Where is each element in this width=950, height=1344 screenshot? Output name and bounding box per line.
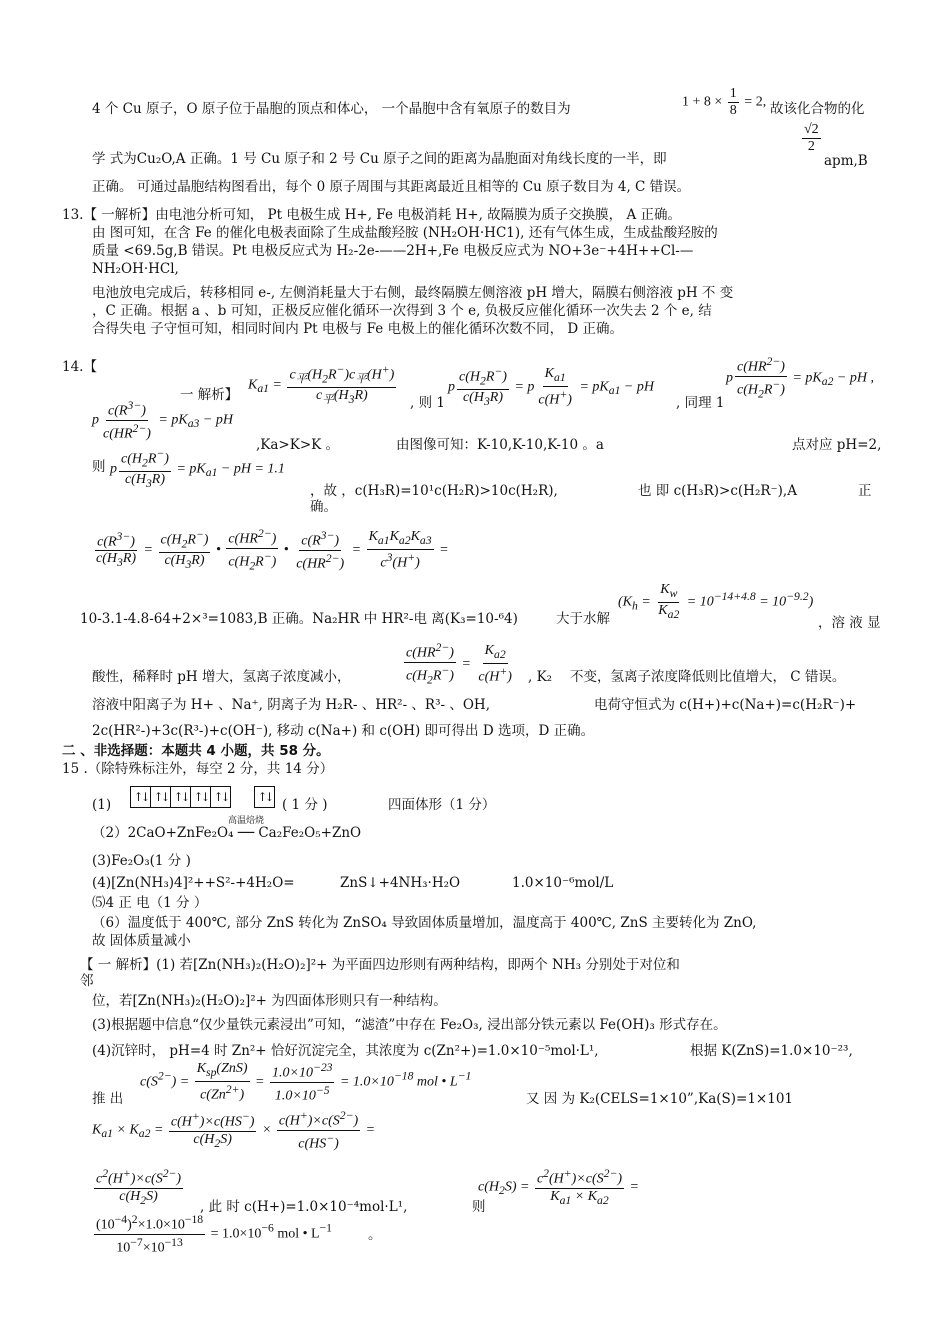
q14-so: ，故 ，c(H₃R)=10¹c(H₂R)>10c(H₂R), [310,483,558,499]
q12-sqrt2-fraction: $\frac{√2}{2}$ [804,122,819,154]
q12-line1: 4 个 Cu 原子，O 原子位于晶胞的顶点和体心， 一个晶胞中含有氧原子的数目为 [92,101,571,117]
q12-line2: 学 式为Cu₂O,A 正确。1 号 Cu 原子和 2 号 Cu 原子之间的距离为晶胞面对角线长度的一半，即 [92,151,667,167]
orbital-box: ↑↓ [130,786,150,808]
q14-ka1-definition: $K_{a1}$ = $\frac{c_平(H_2R^-)c_平(H^+)}{c_平(H_3R)}$ [248,363,395,407]
q15-combined-fraction: $\frac{c^2(H^+)\times c(S^{2-})}{c(H_2S)}$ [96,1167,182,1207]
q15-a1-label: (1) [92,797,112,813]
q14-pka3-relation: p $\frac{c(R^{3-})}{c(HR^{2-})}$ = $pK_{a3}$ − pH [92,399,233,442]
q15-a1-score: ( 1 分 ) [282,797,328,813]
q14-product-expression: $\frac{c(R^{3-})}{c(H_3R)}$ = $\frac{c(H_2R^-)}{c(H_3R)}$ • $\frac{c(HR^{2-})}{c(H_2R^-)}$ • $\frac{c(R^{3-})}{c(HR^{2-})}$ = $\frac{K_{a1}K_{a2}K_{a3}}{c^3(H^+)}$ = [96,527,449,573]
q15-final-value: $\frac{(10^{-4})^2\times 1.0\times 10^{-18}}{10^{-7}\times 10^{-13}}$ = $1.0\times 10^{-6}$ mol • $L^{-1}$ [96,1213,332,1256]
q15-solution-line1-tail: 邻 [80,973,94,989]
q15-deduce: 推 出 [92,1091,124,1107]
q15-solution-line3: (3)根据题中信息“仅少量铁元素浸出”可知，“滤渣”中存在 Fe₂O₃, 浸出部分铁元素以 Fe(OH)₃ 形式存在。 [92,1017,727,1033]
q14-charge: 电荷守恒式为 c(H+)+c(Na+)=c(H₂R⁻)+ [594,697,857,713]
q14-same: , 同理 1 [676,395,725,411]
q14-ratio-expression: $\frac{c(HR^{2-})}{c(H_2R^-)}$ = $\frac{K_{a2}}{c(H^+)}$ [406,641,512,687]
q15-ch2s-expression: $c(H_2S)$ = $\frac{c^2(H^+)\times c(S^{2-})}{K_{a1} \times K_{a2}}$ = [478,1167,639,1207]
orbital-box: ↑↓ [170,786,190,808]
q15-then: 则 [472,1199,486,1215]
q15-a4-product: ZnS↓+4NH₃·H₂O [340,875,461,891]
q15-final-period: 。 [368,1227,382,1243]
orbital-box: ↑↓ [190,786,210,808]
q15-solution-line4: (4)沉锌时， pH=4 时 Zn²+ 恰好沉淀完全，其浓度为 c(Zn²+)=1.0×10⁻⁵mol·L¹, [92,1043,599,1059]
q15-a2-condition: 高温焙烧 [228,816,265,826]
q13-line1: 13.【 一解析】由电池分析可知， Pt 电极生成 H+, Fe 电极消耗 H+, 故隔膜为质子交换膜， A 正确。 [62,207,682,223]
q14-ions: 溶液中阳离子为 H+ 、Na⁺, 阴离子为 H₂R- 、HR²- 、R³- 、OH, [92,697,490,713]
orbital-diagram-4s [254,786,275,808]
q14-point-ph: 点对应 pH=2, [792,437,882,453]
q15-a5: ⑸4 正 电（1 分 ） [92,895,208,911]
orbital-diagram-3d [130,786,231,808]
q14-solution-shows: ，溶 液 显 [818,615,881,631]
q14-right1: 正 [858,483,872,499]
q14-calc: 10-3.1-4.8-64+2×³=1083,B 正确。Na₂HR 中 HR²-电 离(K₃=10-⁶4) [80,611,518,627]
q13-line5: 电池放电完成后，转移相同 e-, 左侧消耗量大于右侧，最终隔膜左侧溶液 pH 增大，隔膜右侧溶液 pH 不 变 [92,285,734,301]
q14-from-figure: 由图像可知：K-10,K-10,K-10 。a [396,437,604,453]
q15-solution-line1: 【 一 解析】(1) 若[Zn(NH₃)₂(H₂O)₂]²+ 为平面四边形则有两种结构，即两个 NH₃ 分别处于对位和 [80,957,680,973]
q12-line1-tail: 故该化合物的化 [770,101,865,117]
q14-analysis-tag: 一 解析】 [180,387,239,403]
q15-cs2-expression: $c(S^{2-})$ = $\frac{K_{sp}(ZnS)}{c(Zn^{2+})}$ = $\frac{1.0\times 10^{-23}}{1.0\times 10^{-5}}$ = $1.0\times 10^{-18}$ mol • $L^{-1}$ [140,1060,472,1104]
q14-last: 2c(HR²-)+3c(R³-)+c(OH⁻), 移动 c(Na+) 和 c(OH) 即可得出 D 选项，D 正确。 [92,723,595,739]
q15-heading: 15 .（除特殊标注外，每空 2 分，共 14 分） [62,761,334,777]
q15-ka1ka2-expression: $K_{a1} \times K_{a2}$ = $\frac{c(H^+)\times c(HS^-)}{c(H_2S)}$ × $\frac{c(H^+)\times c(S^{2-})}{c(HS^-)}$ = [92,1109,376,1152]
q13-line4: NH₂OH·HCl, [92,261,179,277]
section2-title: 二 、非选择题：本题共 4 小题，共 58 分。 [62,743,330,759]
q12-oxygen-count-formula: 1 + 8 × $\frac{1}{8}$ = 2, [682,86,767,118]
q12-line2-tail: apm,B [824,153,868,169]
q14-acidic: 酸性，稀释时 pH 增大，氢离子浓度减小， [92,669,351,685]
q15-a3: (3)Fe₂O₃(1 分 ) [92,853,191,869]
q15-a6-tail: 故 固体质量减小 [92,933,191,949]
q13-line3: 质量 <69.5g,B 错误。Pt 电极反应式为 H₂-2e-——2H+,Fe 电极反应式为 NO+3e⁻+4H++Cl-— [92,243,694,259]
q15-a6: （6）温度低于 400℃, 部分 ZnS 转化为 ZnSO₄ 导致固体质量增加，温度高于 400℃, ZnS 主要转化为 ZnO, [92,915,757,931]
q15-a4-equation: (4)[Zn(NH₃)4]²++S²-+4H₂O= [92,875,295,891]
q13-line7: 合得失电 子守恒可知，相同时间内 Pt 电极与 Fe 电极上的催化循环次数不同， D 正确。 [92,321,623,337]
q14-greater-than-hydrolysis: 大于水解 [556,611,610,627]
q14-k2-tail: 不变，氢离子浓度降低则比值增大， C 错误。 [570,669,846,685]
q14-ph-relation: p $\frac{c(H_2R^-)}{c(H_3R)}$ = $pK_{a1}$ − pH = 1.1 [110,447,285,491]
q15-also-because: 又 因 为 K₂(CELS=1×10”,Ka(S)=1×101 [526,1091,794,1107]
q15-at-this-time: , 此 时 c(H+)=1.0×10⁻⁴mol·L¹, [200,1199,408,1215]
q14-label: 14.【 [62,359,97,375]
q15-solution-line2: 位，若[Zn(NH₃)₂(H₂O)₂]²+ 为四面体形则只有一种结构。 [92,993,447,1009]
orbital-box: ↑↓ [150,786,170,808]
q14-then1: , 则 1 [410,395,445,411]
q12-line3: 正确。 可通过晶胞结构图看出，每个 0 原子周围与其距离最近且相等的 Cu 原子数目为 4, C 错误。 [92,179,691,195]
q13-line6: ，C 正确。根据 a 、b 可知，正极反应催化循环一次得到 3 个 e, 负极反应催化循环一次失去 2 个 e, 结 [92,303,712,319]
orbital-box: ↑↓ [254,786,274,808]
q15-a1-shape: 四面体形（1 分） [388,797,496,813]
q14-right2: 确。 [310,499,337,515]
q15-a2: （2）2CaO+ZnFe₂O₄ ── Ca₂Fe₂O₅+ZnO [92,825,362,841]
q15-solution-line4-tail: 根据 K(ZnS)=1.0×10⁻²³, [690,1043,853,1059]
q14-also: 也 即 c(H₃R)>c(H₂R⁻),A [638,483,797,499]
q14-ka-order: ,Ka>K>K 。 [256,437,340,453]
q14-k2: , K₂ [528,669,553,685]
q14-kh-expression: ($K_h$ = $\frac{K_w}{K_{a2}}$ = $10^{-14+4.8} = 10^{-9.2}$) [618,582,814,621]
q13-line2: 由 图可知，在含 Fe 的催化电极表面除了生成盐酸羟胺 (NH₂OH·HC1), 还有气体生成，生成盐酸羟胺的 [92,225,718,241]
q14-then-label: 则 [92,459,106,475]
q14-pka2-relation: p $\frac{c(HR^{2-})}{c(H_2R^-)}$ = $pK_{a2}$ − pH , [726,355,874,401]
q14-pka1-relation: p $\frac{c(H_2R^-)}{c(H_3R)}$ = p $\frac{K_{a1}}{c(H^+)}$ = $pK_{a1}$ − pH [448,365,654,409]
q15-a4-value: 1.0×10⁻⁶mol/L [512,875,614,891]
orbital-box: ↑↓ [210,786,230,808]
